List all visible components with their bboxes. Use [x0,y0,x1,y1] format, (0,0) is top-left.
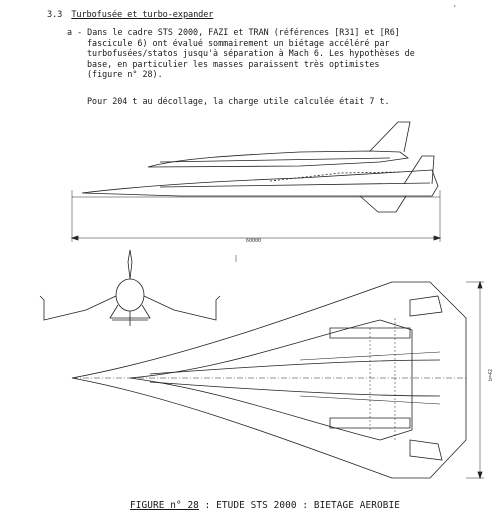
figure-number: FIGURE n° 28 [130,500,199,511]
section-title: Turbofusée et turbo-expander [71,10,214,20]
span-dimension-label: b=42 [488,368,494,381]
paragraph-a-line-5: (figure n° 28). [87,69,163,80]
section-heading [47,10,213,20]
carrier-fuselage [82,170,438,196]
paragraph-a [67,27,467,80]
front-view [40,250,220,326]
orbiter-fuselage [148,151,408,167]
paragraph-a-line-2: fascicule 6) ont évalué sommairement un biétage accéléré par [87,37,390,48]
stray-mark: · [452,2,458,12]
carrier-wing-planform [72,282,466,478]
paragraph-a-line-1: a - Dans le cadre STS 2000, FAZI et TRAN (références [R31] et [R6] [67,27,400,37]
side-view [72,122,440,262]
figure-title: : ETUDE STS 2000 : BIETAGE AEROBIE [198,500,400,511]
paragraph-b: Pour 204 t au décollage, la charge utile calculée était 7 t. [87,96,390,106]
technical-drawing [0,110,500,500]
plan-view [72,282,494,478]
figure-caption [130,500,400,511]
paragraph-a-line-4: base, en particulier les masses paraissent très optimistes [87,58,380,69]
section-number: 3.3 [47,10,63,20]
length-dimension-label: 60000 [246,238,262,244]
orbiter-tail-fin [370,122,410,152]
paragraph-a-line-3: turbofusées/statos jusqu'à séparation à Mach 6. Les hypothèses de [87,48,415,59]
